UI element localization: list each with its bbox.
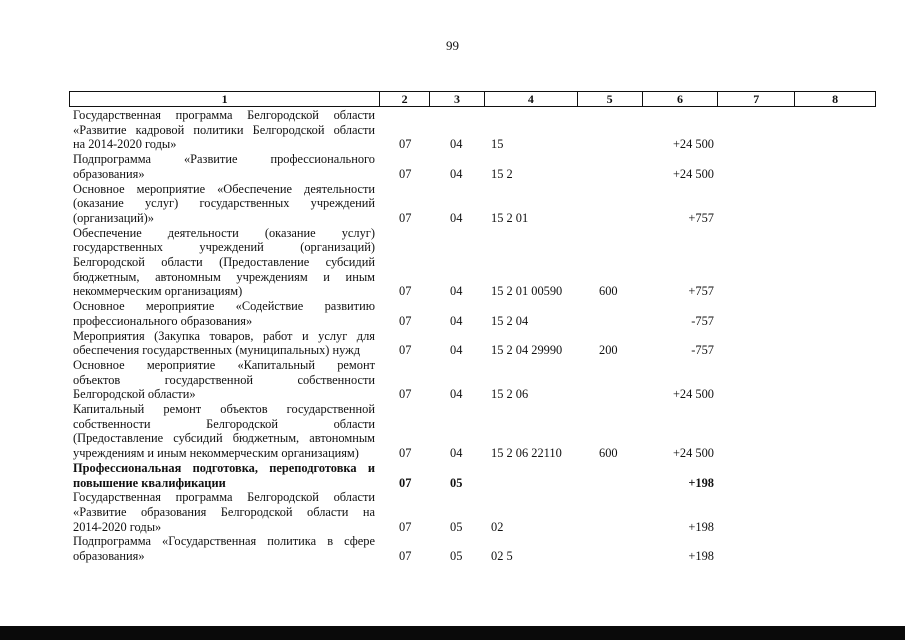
cell-c6: +198 bbox=[688, 475, 714, 490]
row-description bbox=[73, 358, 375, 402]
cell-c2: 07 bbox=[399, 475, 412, 490]
cell-c4: 15 2 04 29990 bbox=[491, 343, 563, 358]
row-description bbox=[73, 461, 375, 490]
cell-c5: 200 bbox=[599, 343, 618, 358]
table-row bbox=[73, 299, 873, 328]
table-row bbox=[73, 461, 873, 490]
cell-c6: +757 bbox=[688, 210, 714, 225]
description-line: (оказание услуг) государственных учреждений bbox=[73, 196, 375, 211]
table-row bbox=[73, 108, 873, 152]
table-row bbox=[73, 534, 873, 563]
description-line: Подпрограмма «Развитие профессионального bbox=[73, 152, 375, 167]
table-row bbox=[73, 358, 873, 402]
cell-c4: 15 2 06 22110 bbox=[491, 446, 562, 461]
description-line: повышение квалификации bbox=[73, 475, 226, 490]
description-line: Капитальный ремонт объектов государственной bbox=[73, 402, 375, 417]
row-description bbox=[73, 490, 375, 534]
description-line: Белгородской области (Предоставление субсидий bbox=[73, 255, 375, 270]
cell-c3: 04 bbox=[450, 284, 463, 299]
description-line: на 2014-2020 годы» bbox=[73, 137, 177, 152]
row-description bbox=[73, 402, 375, 461]
cell-c6: -757 bbox=[691, 343, 714, 358]
row-description bbox=[73, 534, 375, 563]
description-line: образования» bbox=[73, 166, 145, 181]
cell-c3: 04 bbox=[450, 166, 463, 181]
cell-c2: 07 bbox=[399, 137, 412, 152]
cell-c4: 15 2 01 00590 bbox=[491, 284, 563, 299]
cell-c6: +24 500 bbox=[672, 166, 714, 181]
cell-c3: 04 bbox=[450, 313, 463, 328]
header-col-4: 4 bbox=[485, 92, 578, 106]
cell-c3: 04 bbox=[450, 446, 463, 461]
description-line: бюджетным, автономным учреждениям и иным bbox=[73, 269, 375, 284]
description-line: объектов государственной собственности bbox=[73, 372, 375, 387]
description-line: образования» bbox=[73, 549, 145, 564]
cell-c6: +757 bbox=[688, 284, 714, 299]
cell-c4: 15 2 bbox=[491, 166, 513, 181]
header-col-7: 7 bbox=[718, 92, 795, 106]
cell-c4: 15 2 04 bbox=[491, 313, 529, 328]
table-body bbox=[73, 108, 873, 564]
description-line: государственных учреждений (организаций) bbox=[73, 240, 375, 255]
row-description bbox=[73, 226, 375, 300]
cell-c4: 02 bbox=[491, 519, 504, 534]
table-row bbox=[73, 329, 873, 358]
cell-c2: 07 bbox=[399, 166, 412, 181]
description-line: учреждениям и иным некоммерческим организациям) bbox=[73, 446, 359, 461]
cell-c6: +24 500 bbox=[672, 137, 714, 152]
cell-c5: 600 bbox=[599, 446, 618, 461]
description-line: Основное мероприятие «Капитальный ремонт bbox=[73, 357, 375, 372]
cell-c3: 05 bbox=[450, 519, 463, 534]
header-col-5: 5 bbox=[578, 92, 643, 106]
cell-c4: 15 bbox=[491, 137, 504, 152]
description-line: 2014-2020 годы» bbox=[73, 519, 162, 534]
cell-c3: 04 bbox=[450, 210, 463, 225]
cell-c6: +198 bbox=[688, 519, 714, 534]
description-line: обеспечения государственных (муниципальных) нужд bbox=[73, 343, 361, 358]
cell-c2: 07 bbox=[399, 210, 412, 225]
cell-c2: 07 bbox=[399, 387, 412, 402]
cell-c2: 07 bbox=[399, 284, 412, 299]
cell-c2: 07 bbox=[399, 446, 412, 461]
cell-c3: 05 bbox=[450, 475, 463, 490]
cell-c6: +24 500 bbox=[672, 387, 714, 402]
scan-border bbox=[0, 626, 905, 640]
description-line: Белгородской области» bbox=[73, 387, 196, 402]
description-line: Подпрограмма «Государственная политика в сфере bbox=[73, 534, 375, 549]
cell-c5: 600 bbox=[599, 284, 618, 299]
description-line: Обеспечение деятельности (оказание услуг) bbox=[73, 225, 375, 240]
description-line: некоммерческим организациям) bbox=[73, 284, 243, 299]
header-col-6: 6 bbox=[643, 92, 719, 106]
row-description bbox=[73, 182, 375, 226]
description-line: Основное мероприятие «Обеспечение деятельности bbox=[73, 181, 375, 196]
description-line: Государственная программа Белгородской области bbox=[73, 490, 375, 505]
cell-c2: 07 bbox=[399, 343, 412, 358]
cell-c4: 15 2 06 bbox=[491, 387, 529, 402]
description-line: «Развитие образования Белгородской области на bbox=[73, 504, 375, 519]
table-row bbox=[73, 152, 873, 181]
cell-c2: 07 bbox=[399, 313, 412, 328]
description-line: собственности Белгородской области bbox=[73, 416, 375, 431]
table-row bbox=[73, 490, 873, 534]
description-line: Основное мероприятие «Содействие развитию bbox=[73, 299, 375, 314]
table-row bbox=[73, 226, 873, 300]
cell-c2: 07 bbox=[399, 549, 412, 564]
description-line: профессионального образования» bbox=[73, 313, 253, 328]
row-description bbox=[73, 299, 375, 328]
table-row bbox=[73, 402, 873, 461]
header-col-3: 3 bbox=[430, 92, 485, 106]
description-line: Государственная программа Белгородской области bbox=[73, 108, 375, 122]
table-row bbox=[73, 182, 873, 226]
cell-c6: +198 bbox=[688, 549, 714, 564]
cell-c4: 15 2 01 bbox=[491, 210, 529, 225]
cell-c6: -757 bbox=[691, 313, 714, 328]
cell-c3: 05 bbox=[450, 549, 463, 564]
header-col-2: 2 bbox=[380, 92, 430, 106]
description-line: Профессиональная подготовка, переподготовка и bbox=[73, 460, 375, 475]
cell-c3: 04 bbox=[450, 137, 463, 152]
cell-c2: 07 bbox=[399, 519, 412, 534]
row-description bbox=[73, 329, 375, 358]
row-description bbox=[73, 152, 375, 181]
table-header-row bbox=[69, 91, 876, 107]
cell-c6: +24 500 bbox=[672, 446, 714, 461]
description-line: (организаций)» bbox=[73, 210, 154, 225]
cell-c4: 02 5 bbox=[491, 549, 513, 564]
cell-c3: 04 bbox=[450, 387, 463, 402]
page-number: 99 bbox=[446, 38, 459, 53]
description-line: Мероприятия (Закупка товаров, работ и услуг для bbox=[73, 328, 375, 343]
header-col-1: 1 bbox=[70, 92, 380, 106]
header-col-8: 8 bbox=[832, 92, 839, 106]
cell-c3: 04 bbox=[450, 343, 463, 358]
description-line: (Предоставление субсидий бюджетным, автономным bbox=[73, 431, 375, 446]
description-line: «Развитие кадровой политики Белгородской области bbox=[73, 122, 375, 137]
row-description bbox=[73, 108, 375, 152]
